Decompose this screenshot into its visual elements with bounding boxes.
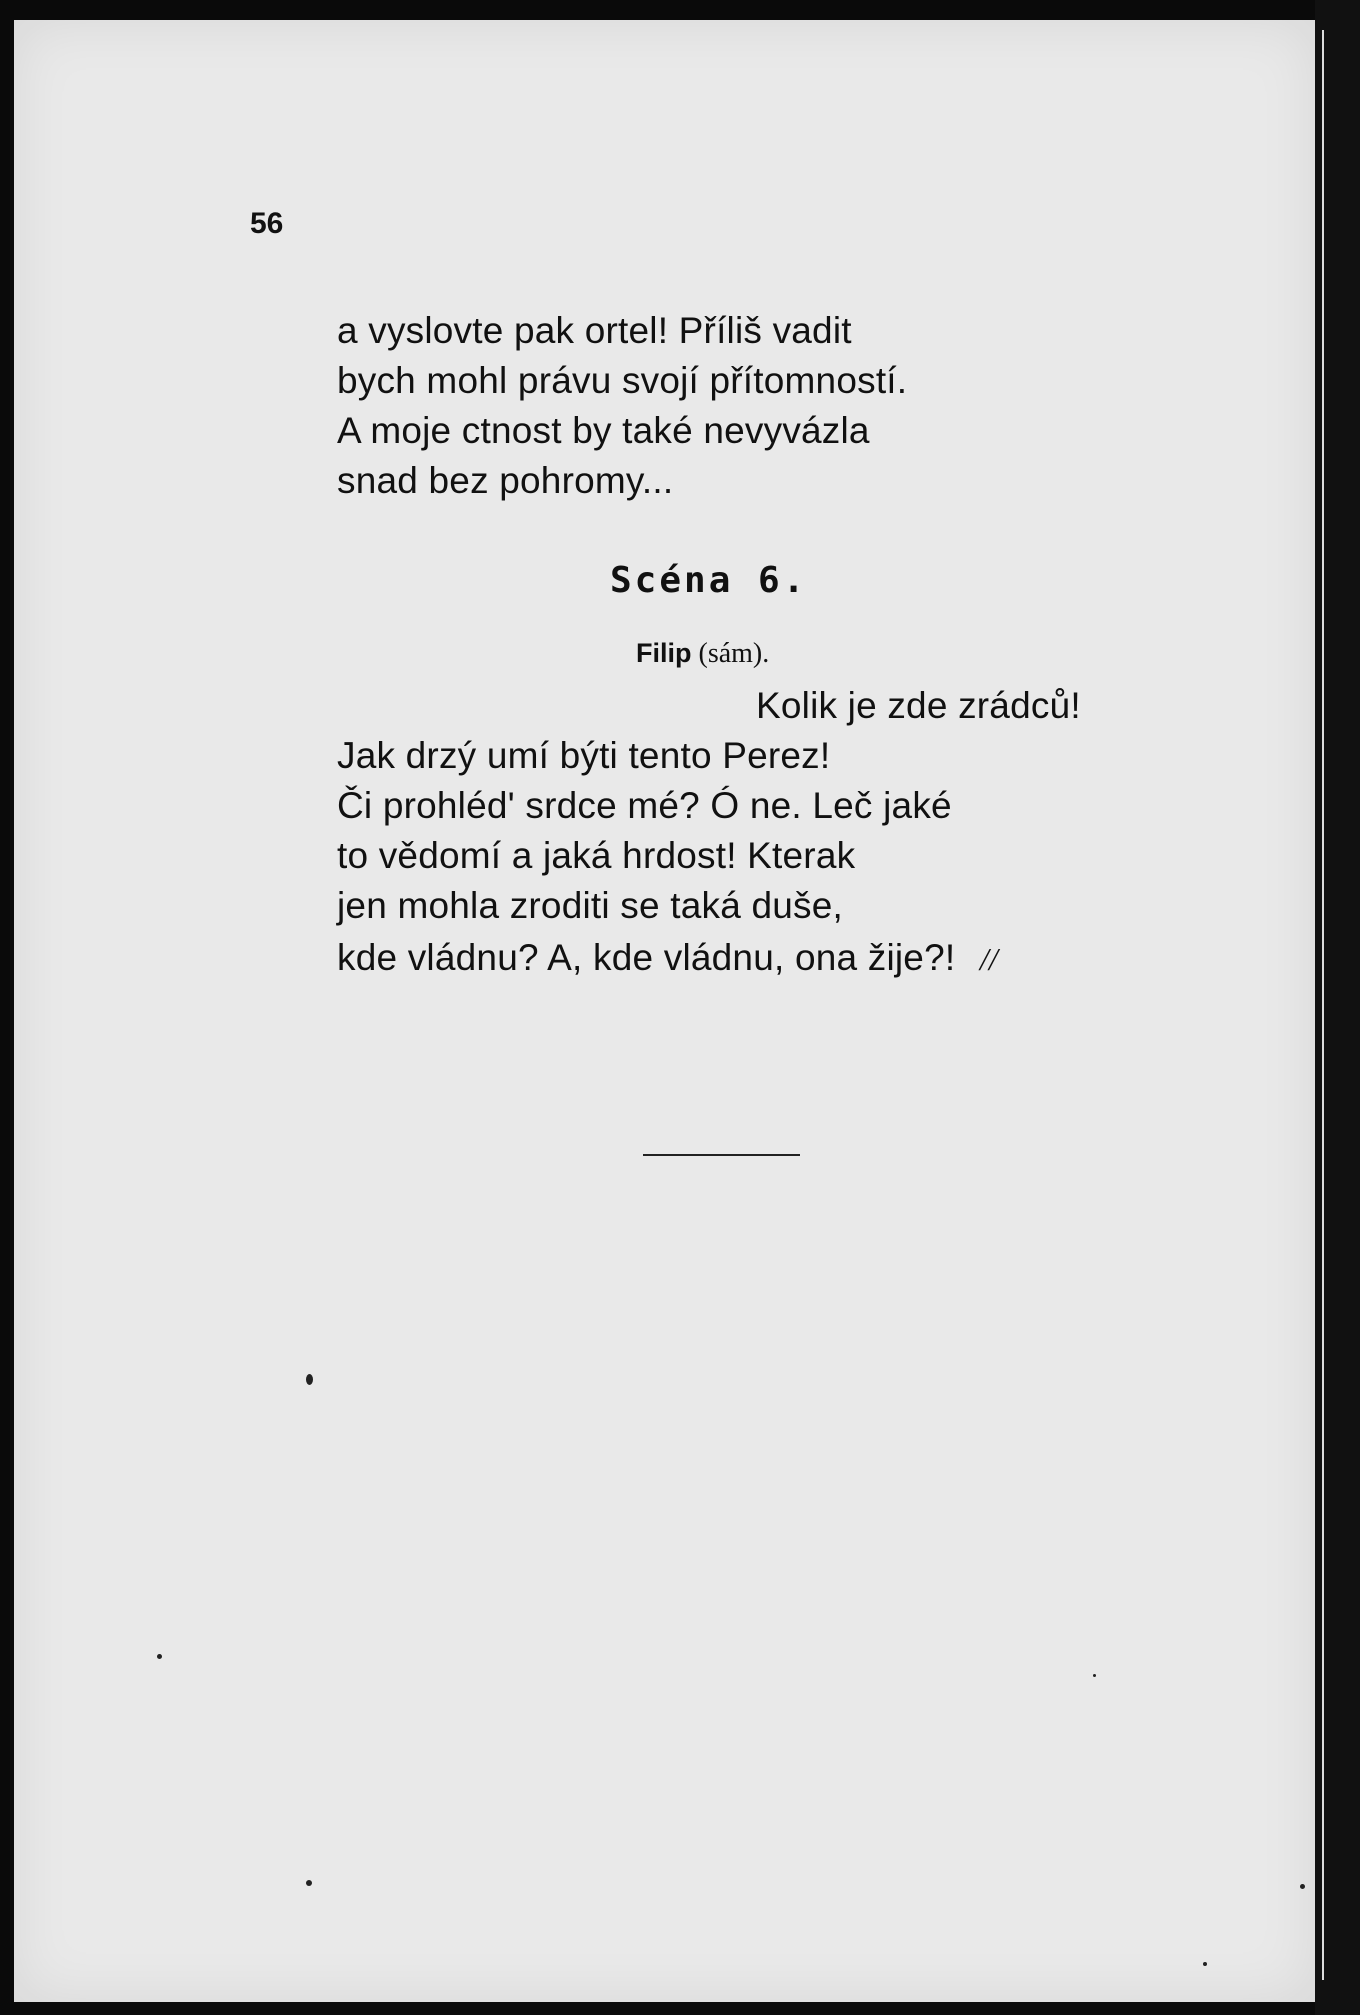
verse-line: to vědomí a jaká hrdost! Kterak: [337, 835, 856, 876]
verse-line: [337, 937, 998, 979]
ink-speck: [306, 1374, 313, 1385]
verse-line: a vyslovte pak ortel! Příliš vadit: [337, 310, 852, 351]
end-mark: //: [979, 941, 999, 977]
scene-heading: Scéna 6.: [610, 560, 808, 601]
section-end-rule: [643, 1154, 800, 1156]
ink-speck: [1203, 1962, 1207, 1966]
verse-line: bych mohl právu svojí přítomností.: [337, 360, 908, 401]
ink-speck: [1300, 1884, 1305, 1889]
verse-line: Kolik je zde zrádců!: [756, 685, 1081, 726]
page-number: 56: [250, 207, 284, 240]
page-edge-line: [1322, 30, 1324, 1980]
speaker-line: [636, 638, 769, 670]
speaker-name: Filip: [636, 638, 692, 668]
stage-direction: (sám).: [698, 638, 770, 669]
verse-line-text: kde vládnu? A, kde vládnu, ona žije?!: [337, 937, 956, 978]
verse-line: snad bez pohromy...: [337, 460, 674, 501]
ink-speck: [1093, 1674, 1096, 1677]
verse-line: Či prohléd' srdce mé? Ó ne. Leč jaké: [337, 785, 952, 826]
verse-line: A moje ctnost by také nevyvázla: [337, 410, 870, 451]
verse-line: jen mohla zroditi se taká duše,: [337, 885, 843, 926]
ink-speck: [306, 1880, 312, 1886]
verse-line: Jak drzý umí býti tento Perez!: [337, 735, 831, 776]
ink-speck: [157, 1654, 162, 1659]
